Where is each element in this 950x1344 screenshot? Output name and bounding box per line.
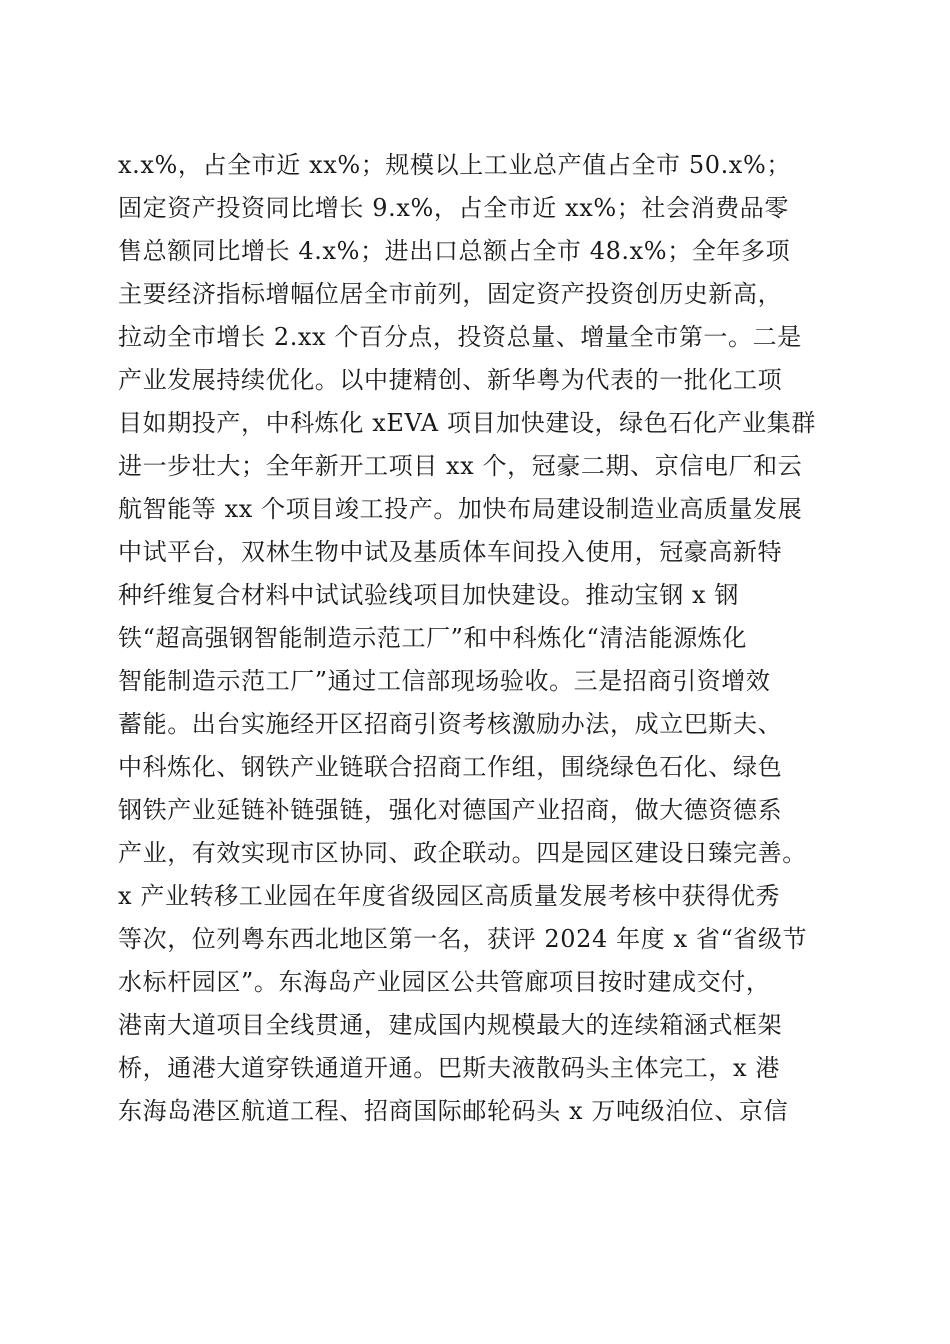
text-line: 进一步壮大；全年新开工项目 xx 个，冠豪二期、京信电厂和云	[118, 452, 803, 480]
text-line: 桥，通港大道穿铁通道开通。巴斯夫液散码头主体完工，x 港	[118, 1054, 780, 1082]
text-line: x 产业转移工业园在年度省级园区高质量发展考核中获得优秀	[118, 882, 780, 910]
text-line: 等次，位列粤东西北地区第一名，获评 2024 年度 x 省“省级节	[118, 925, 808, 953]
text-line: 钢铁产业延链补链强链，强化对德国产业招商，做大德资德系	[118, 796, 783, 824]
text-line: 水标杆园区”。东海岛产业园区公共管廊项目按时建成交付，	[118, 968, 771, 996]
text-line: 智能制造示范工厂”通过工信部现场验收。三是招商引资增效	[118, 667, 771, 695]
body-paragraph	[118, 144, 838, 1133]
text-line: 产业，有效实现市区协同、政企联动。四是园区建设日臻完善。	[118, 839, 807, 867]
text-line: 目如期投产，中科炼化 xEVA 项目加快建设，绿色石化产业集群	[118, 409, 816, 437]
text-line: 中科炼化、钢铁产业链联合招商工作组，围绕绿色石化、绿色	[118, 753, 783, 781]
text-line: 售总额同比增长 4.x%；进出口总额占全市 48.x%；全年多项	[118, 237, 791, 265]
text-line: 航智能等 xx 个项目竣工投产。加快布局建设制造业高质量发展	[118, 495, 803, 523]
text-line: 东海岛港区航道工程、招商国际邮轮码头 x 万吨级泊位、京信	[118, 1097, 789, 1125]
text-line: 种纤维复合材料中试试验线项目加快建设。推动宝钢 x 钢	[118, 581, 739, 609]
text-line: 固定资产投资同比增长 9.x%，占全市近 xx%；社会消费品零	[118, 194, 789, 222]
text-line: x.x%，占全市近 xx%；规模以上工业总产值占全市 50.x%；	[118, 151, 791, 179]
text-line: 港南大道项目全线贯通，建成国内规模最大的连续箱涵式框架	[118, 1011, 783, 1039]
text-line: 蓄能。出台实施经开区招商引资考核激励办法，成立巴斯夫、	[118, 710, 783, 738]
text-line: 产业发展持续优化。以中捷精创、新华粤为代表的一批化工项	[118, 366, 783, 394]
text-line: 铁“超高强钢智能制造示范工厂”和中科炼化“清洁能源炼化	[118, 624, 748, 652]
text-line: 主要经济指标增幅位居全市前列，固定资产投资创历史新高，	[118, 280, 783, 308]
text-line: 中试平台，双林生物中试及基质体车间投入使用，冠豪高新特	[118, 538, 783, 566]
text-line: 拉动全市增长 2.xx 个百分点，投资总量、增量全市第一。二是	[118, 323, 802, 351]
